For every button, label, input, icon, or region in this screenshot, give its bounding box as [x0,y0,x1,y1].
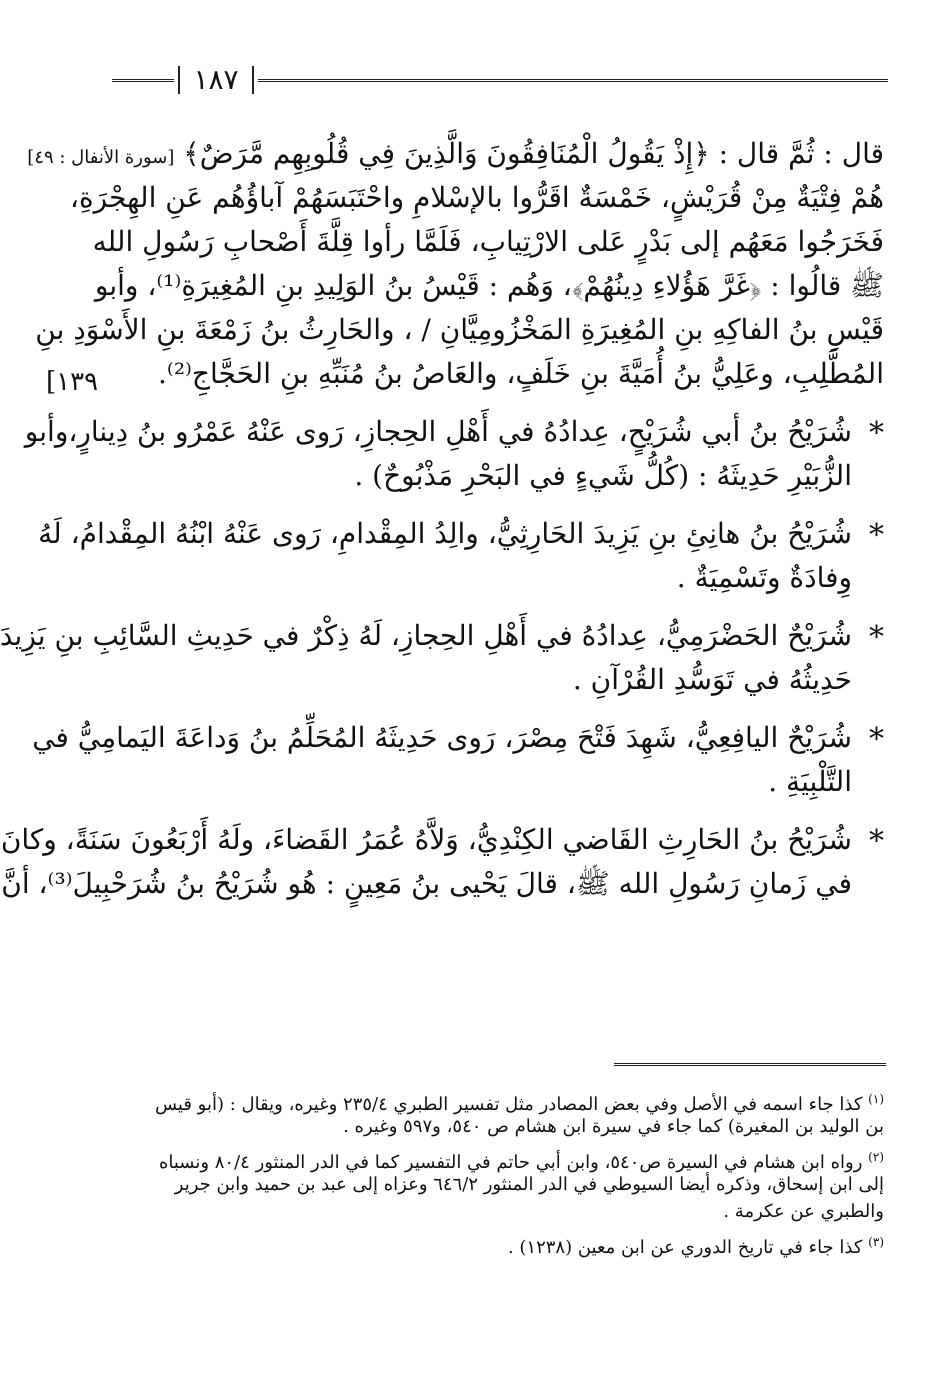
footnote-marker: (١) [868,1092,884,1106]
biography-entry [0,614,884,702]
asterisk-icon: * [869,518,884,553]
text-line: شُرَيْحٌ الحَضْرَمِيُّ، عِدادُهُ في أَهْلِ الحِجازِ، لَهُ ذِكْرٌ في حَدِيثِ السَّائِبِ بنِ يَزِيدَ [0,619,852,652]
text-line: شُرَيْحُ بنُ أبي شُرَيْحٍ، عِدادُهُ في أَهْلِ الحِجازِ، رَوى عَنْهُ عَمْرُو بنُ دِينارٍ،وأبو [24,415,852,448]
marginal-page-reference: ١٣٩] [46,367,99,397]
asterisk-icon: * [869,620,884,655]
text-line: ﷺ قالُوا : ﴿غَرَّ هَؤُلاءِ دِينُهُمْ﴾، وَهُم : قَيْسُ بنُ الوَلِيدِ بنِ المُغِيرَةِ⁽¹⁾، وأبو [94,269,884,302]
text-line: شُرَيْحُ بنُ هانِئِ بنِ يَزِيدَ الحَارِثِيُّ، والِدُ المِقْدامِ، رَوى عَنْهُ ابْنُهُ المِقْدامُ، لَهُ [38,517,852,550]
biography-entry [32,716,884,804]
text-line: شُرَيْحُ بنُ الحَارِثِ القَاضي الكِنْدِيُّ، وَلاَّهُ عُمَرُ القَضاءَ، ولَهُ أَرْبَعُونَ سَنَةً، وكانَ [0,823,852,856]
text-line: هُمْ فِتْيَةٌ مِنْ قُرَيْشٍ، خَمْسَةٌ اقَرُّوا بالإسْلامِ واحْتَبَسَهُمْ آباؤُهُم عَنِ الهِجْرَةِ، [69,181,884,214]
footnotes [118,1086,884,1256]
header-divider [178,66,180,94]
text-line: حَدِيثُهُ في تَوَسُّدِ القُرْآنِ . [572,663,852,696]
text-line: الزُّبَيْرِ حَدِيثَهُ : (كُلُّ شَيءٍ في البَحْرِ مَذْبُوحٌ) . [354,459,852,492]
text-line: في زَمانِ رَسُولِ الله ﷺ، قالَ يَحْيى بنُ مَعِينٍ : هُو شُرَيْحُ بنُ شُرَحْبِيلَ⁽³⁾، أنَّ [1,867,852,900]
footnote-line: إلى ابن إسحاق، وذكره أيضا السيوطي في الدر المنثور ٦٤٦/٢ وعزاه إلى عبد بن حميد وابن جرير [174,1174,884,1195]
footnote-line: $^{(٢)}$ رواه ابن هشام في السيرة ص٥٤٠، وابن أبي حاتم في التفسير كما في الدر المنثور ٨٠/٤ ونسباه [158,1150,884,1173]
asterisk-icon: * [869,824,884,859]
text-line: التَّلْبِيَةِ . [768,765,852,798]
biography-entry [38,512,884,600]
header-rule-right [258,79,888,82]
asterisk-icon: * [869,722,884,757]
footnote-marker: (٣) [868,1235,884,1249]
text-line: فَخَرَجُوا مَعَهُم إلى بَدْرٍ عَلى الارْتِيابِ، فَلَمَّا رأوا قِلَّةَ أَصْحابِ رَسُولِ الله [92,225,884,258]
footnote-separator [614,1063,886,1066]
text-line: قال : ثُمَّ قال : ﴿إِذْ يَقُولُ الْمُنَافِقُونَ وَالَّذِينَ فِي قُلُوبِهِم مَّرَضٌ﴾ [سورة الأنفال : ٤٩] [27,137,884,170]
text-line: شُرَيْحٌ اليافِعِيُّ، شَهِدَ فَتْحَ مِصْرَ، رَوى حَدِيثَهُ المُحَلِّمُ بنُ وَداعَةَ اليَمامِيُّ في [32,721,852,754]
footnote-line: بن الوليد بن المغيرة) كما جاء في سيرة ابن هشام ص ٥٤٠، و٥٩٧ وغيره . [343,1116,884,1137]
quran-reference: [سورة الأنفال : ٤٩] [27,147,175,168]
header-rule-left [112,79,174,82]
header-divider [252,66,254,94]
footnote-line: $^{(١)}$ كذا جاء اسمه في الأصل وفي بعض المصادر مثل تفسير الطبري ٢٣٥/٤ وغيره، ويقال : (أبو قيس [154,1092,884,1115]
page-number: ١٨٧ [193,63,239,96]
footnote-marker: (٢) [868,1150,884,1164]
text-line: قَيْسِ بنُ الفاكِهِ بنِ المُغِيرَةِ المَخْزُومِيَّانِ / ، والحَارِثُ بنُ زَمْعَةَ بنِ الأَسْوَدِ بنِ [35,313,884,346]
biography-entry [24,410,884,498]
text-line: وِفادَةٌ وتَسْمِيَةٌ . [676,561,852,594]
asterisk-icon: * [869,416,884,451]
footnote-line: $^{(٣)}$ كذا جاء في تاريخ الدوري عن ابن معين (١٢٣٨) . [507,1235,884,1258]
page-header [112,60,888,100]
text-line: المُطَّلِبِ، وعَلِيُّ بنُ أُمَيَّةَ بنِ خَلَفٍ، والعَاصُ بنُ مُنَبِّهِ بنِ الحَجَّاجِ⁽²⁾. [158,357,884,390]
biography-entry [0,818,884,906]
footnote-line: والطبري عن عكرمة . [723,1201,884,1222]
